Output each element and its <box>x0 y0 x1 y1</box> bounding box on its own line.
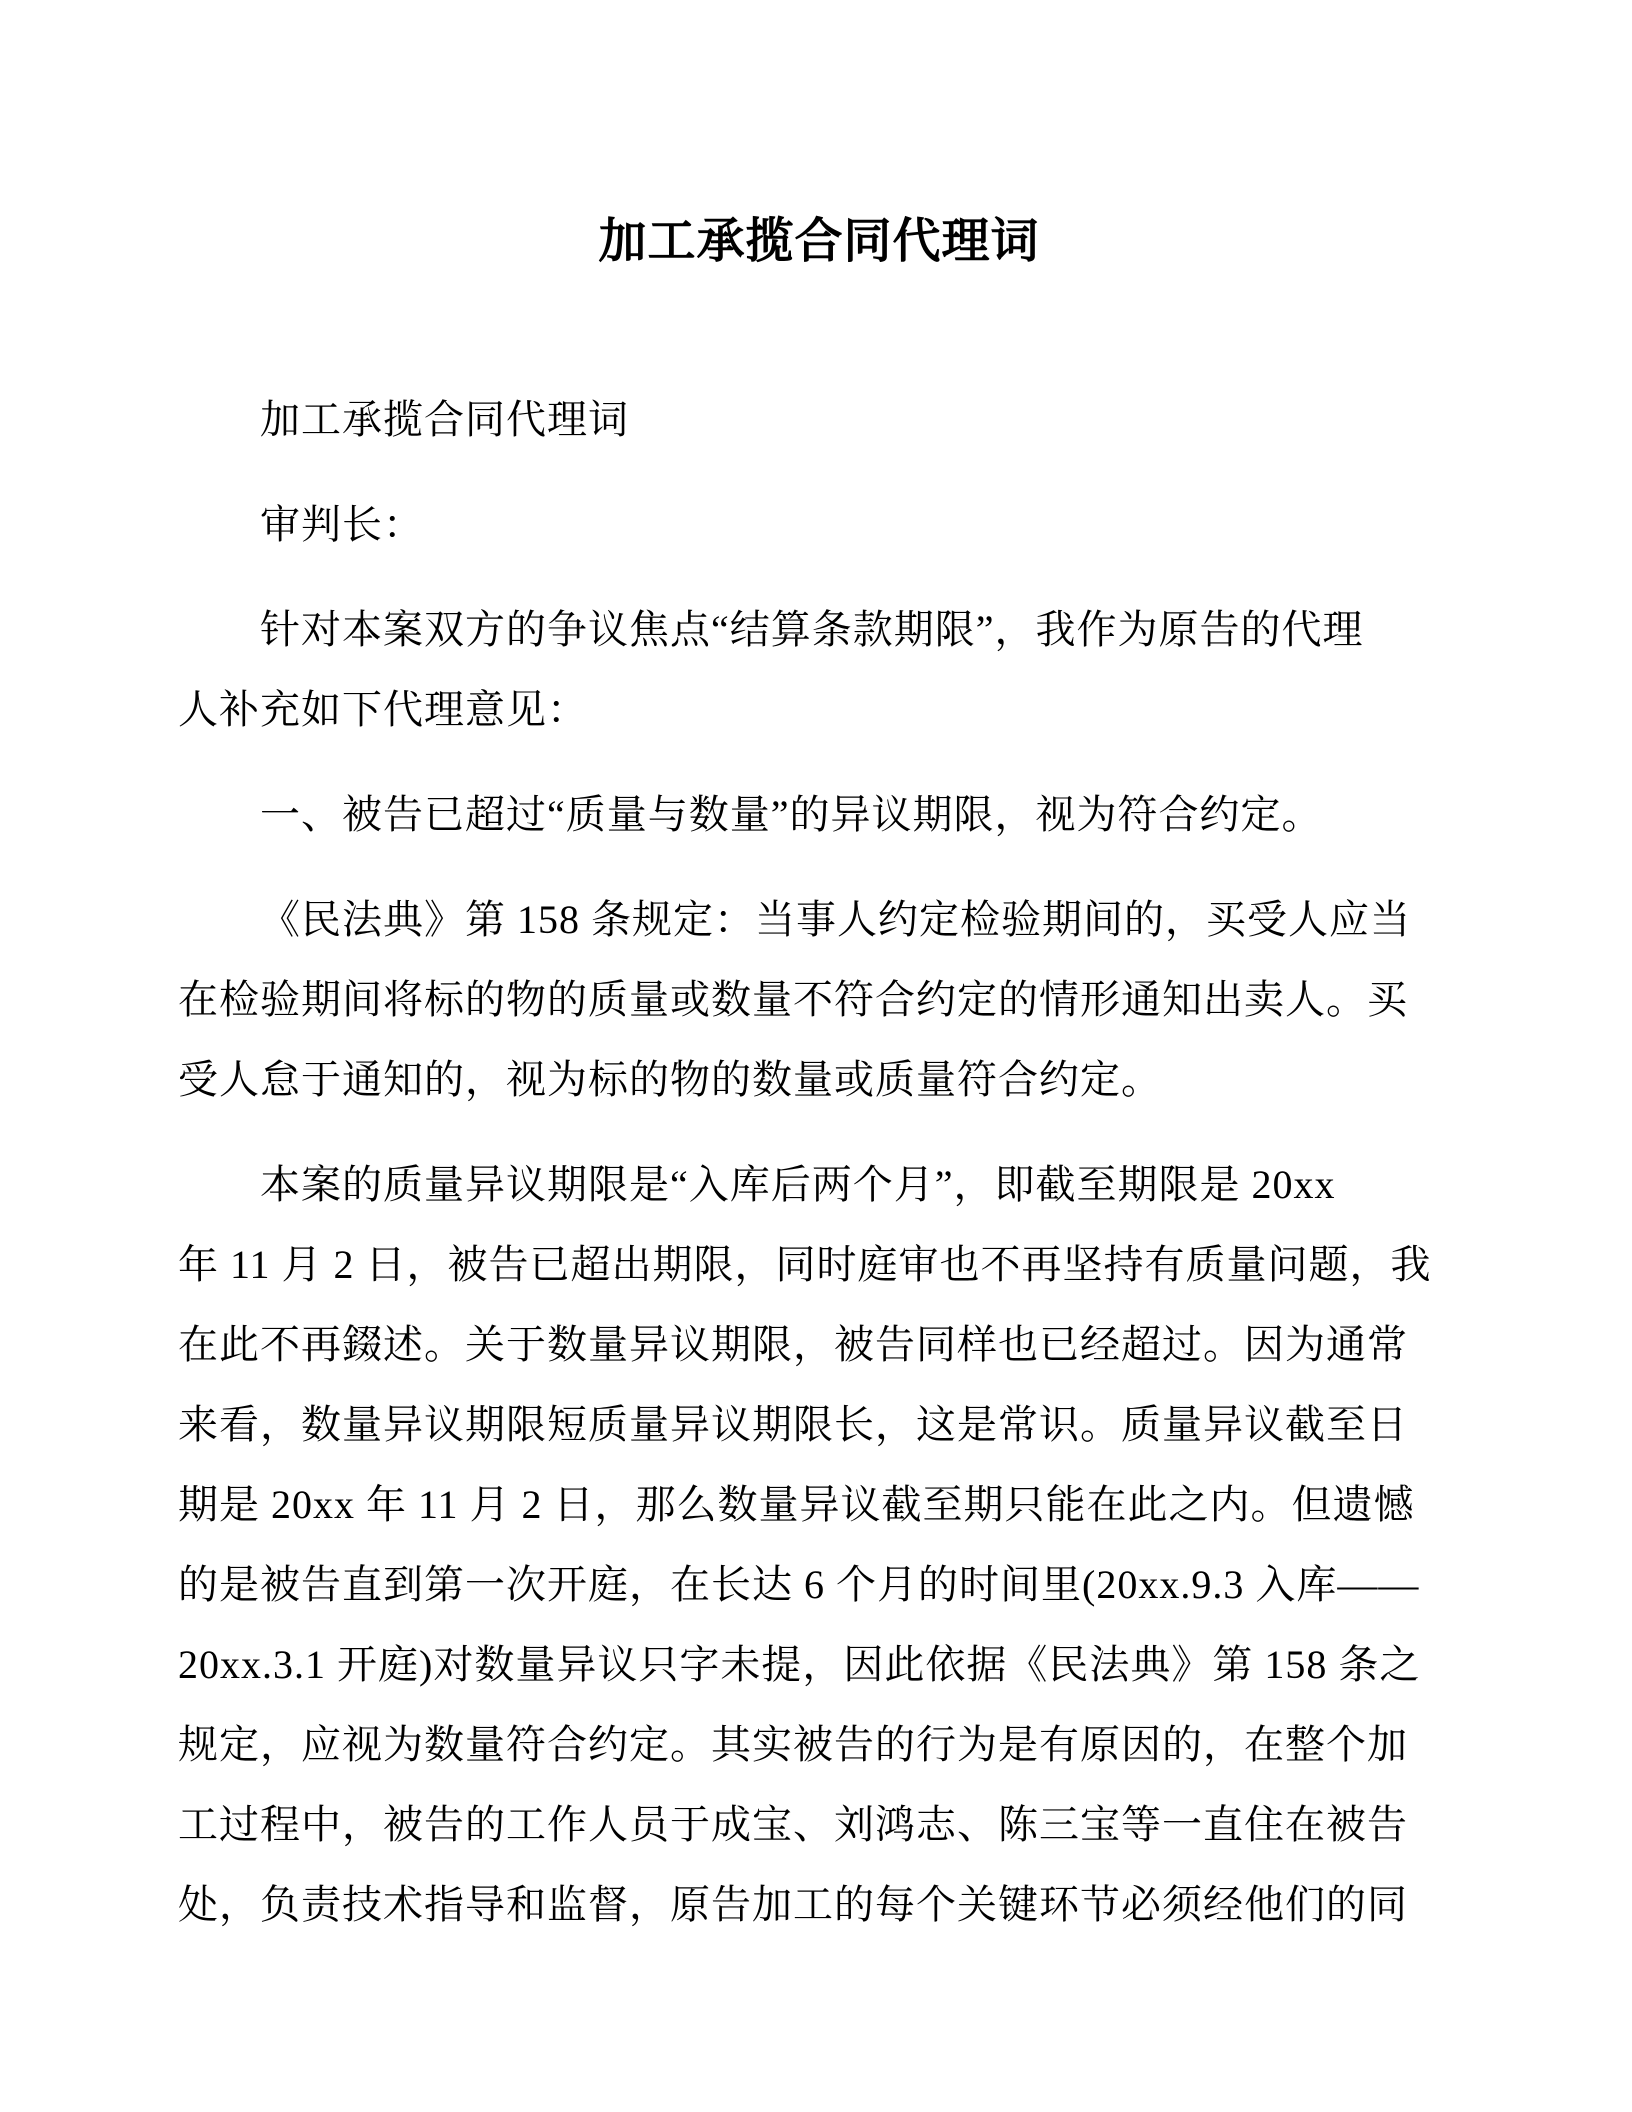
text-line: 年 11 月 2 日，被告已超出期限，同时庭审也不再坚持有质量问题，我 <box>178 1242 1432 1287</box>
text-line: 受人怠于通知的，视为标的物的数量或质量符合约定。 <box>178 1057 1162 1102</box>
text-line: 在此不再錣述。关于数量异议期限，被告同样也已经超过。因为通常 <box>178 1322 1408 1367</box>
text-line: 来看，数量异议期限短质量异议期限长，这是常识。质量异议截至日 <box>178 1402 1408 1447</box>
text-line: 处，负责技术指导和监督，原告加工的每个关键环节必须经他们的同 <box>178 1882 1408 1927</box>
paragraph-subtitle <box>178 380 1460 460</box>
text-line: 本案的质量异议期限是“入库后两个月”，即截至期限是 20xx <box>260 1162 1336 1207</box>
document-title: 加工承揽合同代理词 <box>598 215 1040 268</box>
text-line: 在检验期间将标的物的质量或数量不符合约定的情形通知出卖人。买 <box>178 977 1408 1022</box>
paragraph-law-quote <box>178 880 1460 1120</box>
text-line: 《民法典》第 158 条规定：当事人约定检验期间的，买受人应当 <box>260 897 1411 942</box>
text-line: 加工承揽合同代理词 <box>260 397 629 442</box>
paragraph-heading-point-one <box>178 775 1460 855</box>
text-line: 20xx.3.1 开庭)对数量异议只字未提，因此依据《民法典》第 158 条之 <box>178 1642 1421 1687</box>
text-line: 规定，应视为数量符合约定。其实被告的行为是有原因的，在整个加 <box>178 1722 1408 1767</box>
paragraph-argument <box>178 1145 1460 1945</box>
paragraph-salutation <box>178 485 1460 565</box>
text-line: 人补充如下代理意见： <box>178 687 588 732</box>
text-line: 的是被告直到第一次开庭，在长达 6 个月的时间里(20xx.9.3 入库—— <box>178 1562 1420 1607</box>
text-line: 期是 20xx 年 11 月 2 日，那么数量异议截至期只能在此之内。但遗憾 <box>178 1482 1415 1527</box>
text-line: 工过程中，被告的工作人员于成宝、刘鸿志、陈三宝等一直住在被告 <box>178 1802 1408 1847</box>
text-line: 针对本案双方的争议焦点“结算条款期限”，我作为原告的代理 <box>260 607 1364 652</box>
text-line: 审判长： <box>260 502 424 547</box>
paragraph-intro <box>178 590 1460 750</box>
text-line: 一、被告已超过“质量与数量”的异议期限，视为符合约定。 <box>260 792 1323 837</box>
